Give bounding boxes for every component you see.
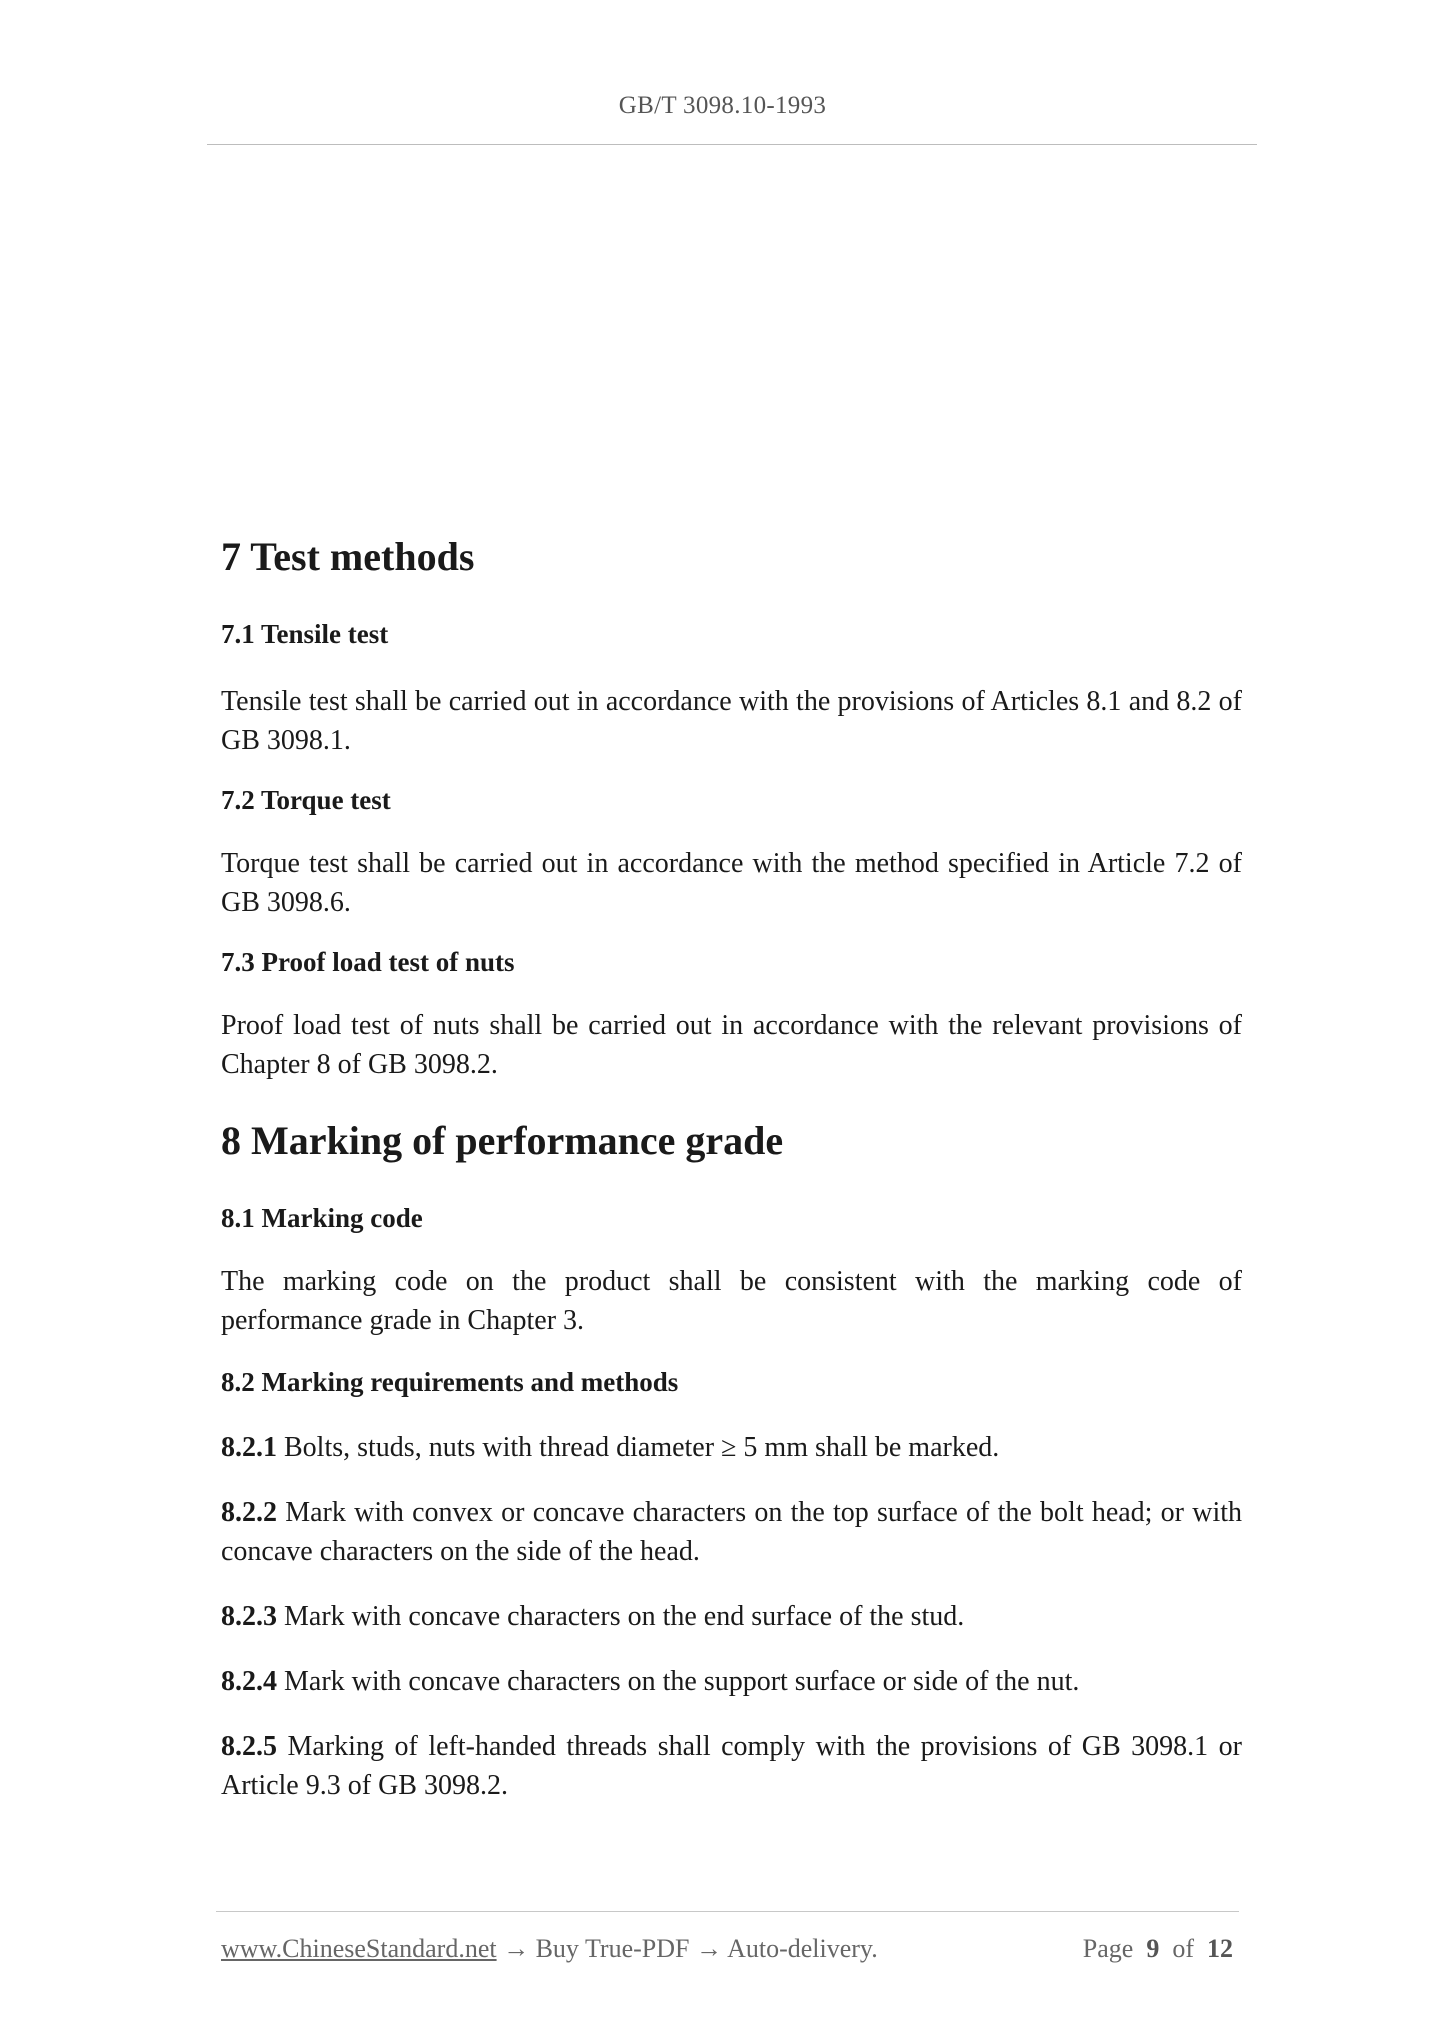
arrow-icon: →	[696, 1934, 722, 1963]
document-body	[221, 528, 1242, 1805]
clause-number: 8.2.3	[221, 1601, 277, 1632]
section-7-1-heading: 7.1 Tensile test	[221, 619, 389, 649]
section-8-1-heading: 8.1 Marking code	[221, 1203, 423, 1233]
page-indicator	[1083, 1934, 1233, 1964]
clause-8-2-1	[221, 1428, 1242, 1467]
clause-number: 8.2.2	[221, 1497, 277, 1528]
clause-number: 8.2.1	[221, 1432, 277, 1463]
clause-text: Marking of left-handed threads shall comply with the provisions of GB 3098.1 or Article 9.3 of GB 3098.2.	[221, 1731, 1242, 1801]
delivery-text: Auto-delivery.	[727, 1934, 878, 1963]
buy-text: Buy True-PDF	[535, 1934, 690, 1963]
page-footer	[221, 1934, 1233, 1964]
clause-8-2-4	[221, 1662, 1242, 1701]
of-label: of	[1172, 1934, 1194, 1963]
section-7-2-text: Torque test shall be carried out in accordance with the method specified in Article 7.2 of GB 3098.6.	[221, 848, 1242, 918]
page-total: 12	[1207, 1934, 1233, 1963]
section-7-3-text: Proof load test of nuts shall be carried out in accordance with the relevant provisions of Chapter 8 of GB 3098.2.	[221, 1010, 1242, 1080]
clause-8-2-2	[221, 1493, 1242, 1571]
clause-text: Mark with concave characters on the support surface or side of the nut.	[284, 1666, 1080, 1697]
clause-text: Bolts, studs, nuts with thread diameter ≥ 5 mm shall be marked.	[284, 1432, 1000, 1463]
page-label: Page	[1082, 1934, 1134, 1963]
section-8-heading: 8 Marking of performance grade	[221, 1118, 784, 1163]
footer-divider	[216, 1911, 1239, 1912]
section-7-heading: 7 Test methods	[221, 534, 475, 579]
clause-8-2-3	[221, 1597, 1242, 1636]
clause-number: 8.2.4	[221, 1666, 277, 1697]
header-divider	[207, 144, 1257, 145]
section-7-3-heading: 7.3 Proof load test of nuts	[221, 947, 515, 977]
website-link[interactable]: www.ChineseStandard.net	[221, 1934, 497, 1963]
clause-number: 8.2.5	[221, 1731, 277, 1762]
document-id: GB/T 3098.10-1993	[618, 92, 827, 119]
footer-promo	[221, 1934, 878, 1964]
section-8-1-text: The marking code on the product shall be consistent with the marking code of performance grade in Chapter 3.	[221, 1266, 1242, 1336]
section-7-1-text: Tensile test shall be carried out in accordance with the provisions of Articles 8.1 and 8.2 of GB 3098.1.	[221, 686, 1242, 756]
arrow-icon: →	[503, 1934, 530, 1963]
clause-8-2-5	[221, 1727, 1242, 1805]
clause-text: Mark with concave characters on the end surface of the stud.	[284, 1601, 965, 1632]
section-7-2-heading: 7.2 Torque test	[221, 785, 391, 815]
page-number: 9	[1146, 1934, 1160, 1963]
section-8-2-heading: 8.2 Marking requirements and methods	[221, 1367, 679, 1397]
clause-text: Mark with convex or concave characters on the top surface of the bolt head; or with concave characters on the side of the head.	[221, 1497, 1242, 1567]
